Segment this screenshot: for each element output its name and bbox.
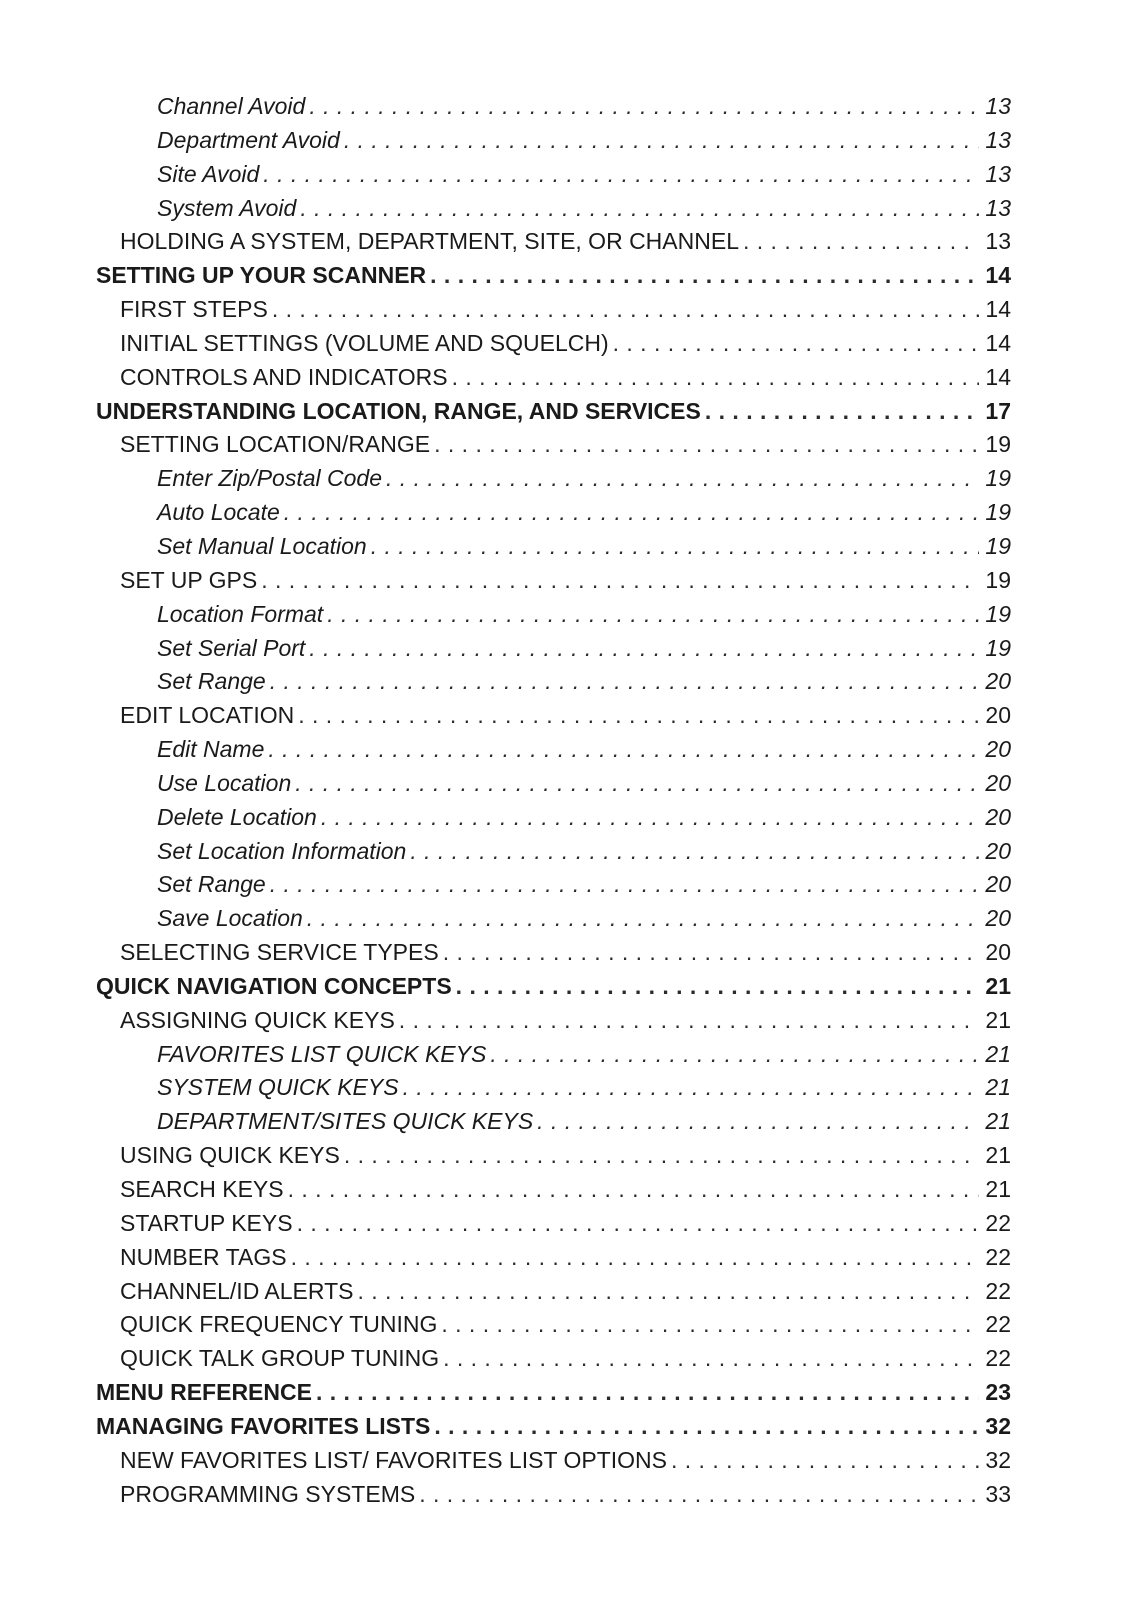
toc-entry-title: SETTING LOCATION/RANGE: [120, 431, 431, 458]
dot-leader: [295, 767, 979, 801]
toc-entry-title: CHANNEL/ID ALERTS: [120, 1277, 354, 1304]
toc-entry[interactable]: [96, 395, 1011, 429]
toc-entry[interactable]: [96, 767, 1011, 801]
toc-entry-title: STARTUP KEYS: [120, 1209, 293, 1236]
toc-entry-page-number: 20: [985, 803, 1011, 830]
toc-entry-page-number: 32: [985, 1412, 1011, 1439]
toc-entry-title: Set Serial Port: [157, 634, 306, 661]
toc-entry-page-number: 20: [985, 668, 1011, 695]
toc-entry-page-number: 20: [985, 939, 1011, 966]
toc-entry-title: Department Avoid: [157, 126, 340, 153]
dot-leader: [443, 1342, 979, 1376]
toc-entry-title: SET UP GPS: [120, 566, 258, 593]
toc-entry-title: System Avoid: [157, 194, 297, 221]
toc-entry[interactable]: [96, 293, 1011, 327]
dot-leader: [386, 462, 979, 496]
toc-entry[interactable]: [96, 361, 1011, 395]
toc-entry[interactable]: [96, 1342, 1011, 1376]
toc-entry[interactable]: [96, 90, 1011, 124]
toc-entry-page-number: 32: [985, 1446, 1011, 1473]
toc-entry-title: NEW FAVORITES LIST/ FAVORITES LIST OPTIONS: [120, 1446, 667, 1473]
dot-leader: [456, 970, 980, 1004]
toc-entry[interactable]: [96, 1105, 1011, 1139]
toc-entry-title: FIRST STEPS: [120, 296, 268, 323]
dot-leader: [434, 1410, 979, 1444]
toc-entry[interactable]: [96, 1478, 1011, 1512]
toc-entry[interactable]: [96, 632, 1011, 666]
toc-entry-title: NUMBER TAGS: [120, 1243, 287, 1270]
toc-entry-page-number: 21: [985, 1176, 1011, 1202]
dot-leader: [443, 936, 980, 970]
toc-entry-page-number: 19: [985, 465, 1011, 492]
toc-entry[interactable]: [96, 158, 1011, 192]
toc-entry-page-number: 19: [985, 634, 1011, 661]
toc-entry-page-number: 20: [985, 837, 1011, 864]
toc-entry-title: SEARCH KEYS: [120, 1176, 284, 1202]
dot-leader: [263, 158, 979, 192]
dot-leader: [327, 598, 979, 632]
toc-entry-page-number: 19: [985, 499, 1011, 526]
toc-entry[interactable]: [96, 462, 1011, 496]
dot-leader: [410, 835, 979, 869]
dot-leader: [344, 1139, 980, 1173]
dot-leader: [344, 124, 980, 158]
toc-entry-page-number: 20: [985, 736, 1011, 763]
toc-entry-title: EDIT LOCATION: [120, 702, 295, 729]
toc-entry-title: Set Manual Location: [157, 532, 367, 559]
toc-entry-title: ASSIGNING QUICK KEYS: [120, 1006, 395, 1033]
toc-entry-page-number: 22: [985, 1243, 1011, 1270]
dot-leader: [309, 90, 979, 124]
toc-entry-page-number: 22: [985, 1345, 1011, 1372]
toc-entry-page-number: 14: [985, 296, 1011, 323]
dot-leader: [268, 733, 979, 767]
dot-leader: [297, 1207, 980, 1241]
toc-entry-title: MENU REFERENCE: [96, 1379, 312, 1406]
toc-entry-page-number: 22: [985, 1277, 1011, 1304]
toc-entry[interactable]: [96, 970, 1011, 1004]
dot-leader: [261, 564, 979, 598]
toc-entry-title: Use Location: [157, 769, 292, 796]
toc-entry-title: Edit Name: [157, 736, 265, 763]
dot-leader: [309, 632, 979, 666]
toc-entry[interactable]: [96, 1241, 1011, 1275]
toc-entry[interactable]: [96, 801, 1011, 835]
toc-entry-page-number: 13: [985, 194, 1011, 221]
dot-leader: [613, 327, 980, 361]
toc-entry[interactable]: [96, 1275, 1011, 1309]
toc-entry-title: UNDERSTANDING LOCATION, RANGE, AND SERVICES: [96, 397, 701, 424]
toc-entry[interactable]: [96, 1410, 1011, 1444]
toc-entry-page-number: 14: [985, 329, 1011, 356]
dot-leader: [307, 902, 980, 936]
toc-entry-title: Set Range: [157, 668, 266, 695]
toc-entry-title: HOLDING A SYSTEM, DEPARTMENT, SITE, OR CHANNEL: [120, 228, 739, 255]
toc-entry-title: QUICK NAVIGATION CONCEPTS: [96, 972, 452, 999]
toc-entry-page-number: 20: [985, 702, 1011, 729]
table-of-contents: [96, 90, 1011, 1511]
dot-leader: [399, 1004, 980, 1038]
dot-leader: [743, 225, 979, 259]
toc-entry-title: Delete Location: [157, 803, 317, 830]
dot-leader: [434, 428, 979, 462]
toc-entry[interactable]: [96, 327, 1011, 361]
dot-leader: [430, 259, 979, 293]
toc-entry-title: USING QUICK KEYS: [120, 1142, 340, 1169]
toc-entry-page-number: 21: [985, 1074, 1011, 1101]
toc-entry-page-number: 19: [985, 566, 1011, 593]
toc-entry-page-number: 20: [985, 905, 1011, 932]
toc-entry-page-number: 13: [985, 93, 1011, 119]
dot-leader: [300, 192, 979, 226]
toc-entry-page-number: 13: [985, 160, 1011, 187]
toc-entry-page-number: 20: [985, 871, 1011, 898]
toc-entry-page-number: 20: [985, 769, 1011, 796]
toc-entry[interactable]: [96, 530, 1011, 564]
toc-entry[interactable]: [96, 1038, 1011, 1072]
toc-entry-page-number: 21: [985, 1040, 1011, 1067]
toc-entry-title: INITIAL SETTINGS (VOLUME AND SQUELCH): [120, 329, 609, 356]
dot-leader: [284, 496, 980, 530]
toc-entry-page-number: 19: [985, 600, 1011, 627]
toc-entry-title: Location Format: [157, 600, 324, 627]
toc-entry-title: Auto Locate: [157, 499, 280, 526]
toc-entry-title: QUICK TALK GROUP TUNING: [120, 1345, 440, 1372]
toc-entry-page-number: 21: [985, 972, 1011, 999]
dot-leader: [671, 1444, 979, 1478]
dot-leader: [288, 1173, 980, 1207]
toc-entry-title: SYSTEM QUICK KEYS: [157, 1074, 399, 1101]
toc-entry-page-number: 21: [985, 1006, 1011, 1033]
toc-entry-page-number: 19: [985, 431, 1011, 458]
toc-entry-page-number: 21: [985, 1142, 1011, 1169]
toc-entry-page-number: 23: [985, 1379, 1011, 1406]
toc-entry[interactable]: [96, 1376, 1011, 1410]
toc-entry-page-number: 14: [985, 262, 1011, 289]
toc-entry-title: SELECTING SERVICE TYPES: [120, 939, 439, 966]
toc-entry-title: SETTING UP YOUR SCANNER: [96, 262, 427, 289]
toc-entry-title: Set Range: [157, 871, 266, 898]
toc-entry[interactable]: [96, 1444, 1011, 1478]
toc-entry-title: QUICK FREQUENCY TUNING: [120, 1311, 438, 1338]
toc-entry-page-number: 21: [985, 1108, 1011, 1135]
toc-entry-page-number: 22: [985, 1311, 1011, 1338]
toc-entry-title: DEPARTMENT/SITES QUICK KEYS: [157, 1108, 534, 1135]
toc-entry[interactable]: [96, 936, 1011, 970]
toc-entry-page-number: 17: [985, 397, 1011, 424]
toc-entry-page-number: 33: [985, 1480, 1011, 1507]
dot-leader: [270, 868, 980, 902]
toc-entry[interactable]: [96, 564, 1011, 598]
dot-leader: [272, 293, 980, 327]
toc-entry-page-number: 14: [985, 363, 1011, 390]
toc-entry[interactable]: [96, 1004, 1011, 1038]
dot-leader: [316, 1376, 979, 1410]
toc-entry-title: Channel Avoid: [157, 93, 306, 119]
dot-leader: [357, 1275, 979, 1309]
toc-entry[interactable]: [96, 868, 1011, 902]
toc-entry-title: MANAGING FAVORITES LISTS: [96, 1412, 431, 1439]
toc-entry[interactable]: [96, 1173, 1011, 1207]
toc-entry-page-number: 13: [985, 126, 1011, 153]
toc-entry[interactable]: [96, 733, 1011, 767]
toc-entry-page-number: 19: [985, 532, 1011, 559]
dot-leader: [371, 530, 980, 564]
dot-leader: [270, 665, 980, 699]
toc-entry[interactable]: [96, 665, 1011, 699]
dot-leader: [452, 361, 980, 395]
toc-entry[interactable]: [96, 1139, 1011, 1173]
toc-entry-title: CONTROLS AND INDICATORS: [120, 363, 448, 390]
toc-entry[interactable]: [96, 1207, 1011, 1241]
toc-entry-title: FAVORITES LIST QUICK KEYS: [157, 1040, 487, 1067]
dot-leader: [490, 1038, 979, 1072]
toc-entry[interactable]: [96, 598, 1011, 632]
dot-leader: [403, 1071, 980, 1105]
dot-leader: [291, 1241, 980, 1275]
dot-leader: [419, 1478, 979, 1512]
toc-entry[interactable]: [96, 835, 1011, 869]
toc-entry[interactable]: [96, 124, 1011, 158]
toc-entry[interactable]: [96, 1071, 1011, 1105]
toc-entry-page-number: 22: [985, 1209, 1011, 1236]
dot-leader: [537, 1105, 979, 1139]
toc-entry[interactable]: [96, 496, 1011, 530]
toc-entry[interactable]: [96, 428, 1011, 462]
dot-leader: [298, 699, 979, 733]
toc-entry-title: PROGRAMMING SYSTEMS: [120, 1480, 416, 1507]
toc-entry[interactable]: [96, 1308, 1011, 1342]
dot-leader: [321, 801, 980, 835]
toc-entry[interactable]: [96, 192, 1011, 226]
toc-entry-title: Save Location: [157, 905, 303, 932]
dot-leader: [441, 1308, 979, 1342]
toc-entry-title: Enter Zip/Postal Code: [157, 465, 383, 492]
toc-entry-page-number: 13: [985, 228, 1011, 255]
dot-leader: [705, 395, 980, 429]
toc-entry[interactable]: [96, 902, 1011, 936]
toc-entry[interactable]: [96, 259, 1011, 293]
toc-entry-title: Set Location Information: [157, 837, 407, 864]
toc-entry[interactable]: [96, 699, 1011, 733]
toc-entry[interactable]: [96, 225, 1011, 259]
toc-entry-title: Site Avoid: [157, 160, 260, 187]
